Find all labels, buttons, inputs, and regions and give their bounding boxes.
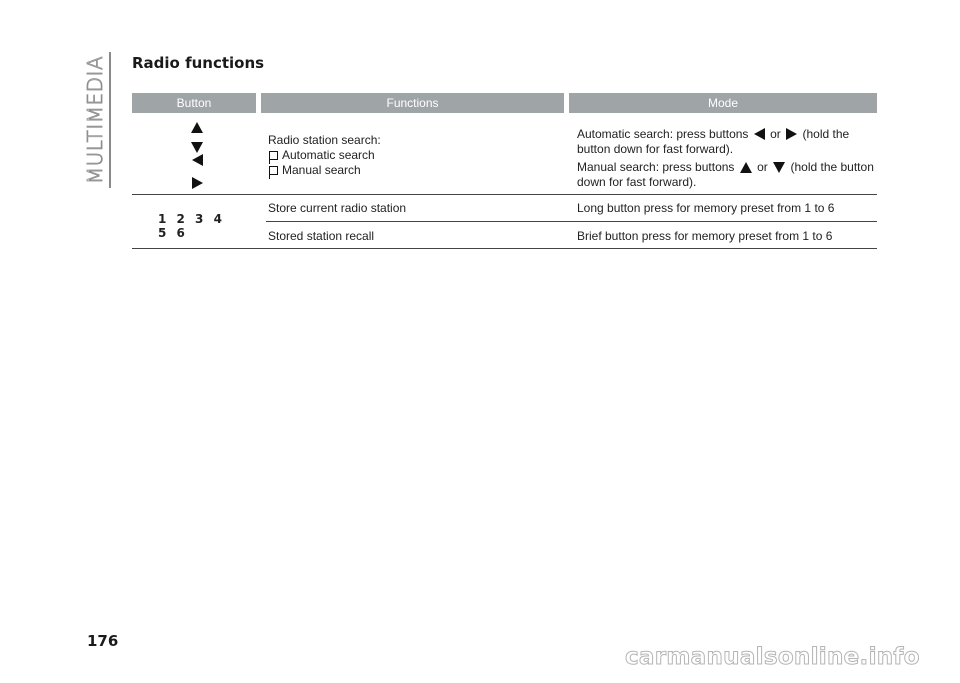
header-functions: Functions	[261, 93, 564, 113]
section-tab-label: MULTIMEDIA	[83, 55, 107, 185]
arrow-left-icon	[754, 128, 765, 140]
row1-button-icons	[185, 122, 209, 192]
arrow-left-icon	[192, 154, 203, 166]
watermark: carmanualsonline.info	[625, 644, 920, 670]
page-number: 176	[87, 632, 119, 650]
row1-functions	[268, 133, 558, 178]
mode-manual: Manual search: press buttons or (hold the button down for fast forward).	[577, 160, 874, 189]
section-tab	[82, 52, 108, 188]
row2-mode: Long button press for memory preset from 1 to 6	[577, 201, 835, 215]
function-title: Radio station search:	[268, 133, 381, 147]
table-bottom-rule	[132, 248, 877, 249]
mode-auto: Automatic search: press buttons or (hold the button down for fast forward).	[577, 127, 850, 156]
arrow-up-icon	[191, 122, 203, 133]
row3-function: Stored station recall	[268, 229, 375, 243]
arrow-down-icon	[191, 142, 203, 153]
arrow-down-icon	[773, 162, 785, 173]
table-header	[132, 93, 877, 113]
row3-mode: Brief button press for memory preset from 1 to 6	[577, 229, 833, 243]
bullet-icon	[269, 166, 278, 175]
row2-function: Store current radio station	[268, 201, 407, 215]
list-item: Automatic search	[268, 148, 558, 163]
row-divider	[132, 194, 877, 195]
row1-mode	[577, 127, 875, 190]
arrow-right-icon	[192, 177, 203, 189]
row-divider	[266, 221, 877, 222]
list-item: Manual search	[268, 163, 558, 178]
page-title: Radio functions	[132, 54, 265, 72]
section-divider	[109, 52, 111, 188]
preset-buttons: 1 2 3 4 5 6	[158, 212, 225, 240]
header-mode: Mode	[569, 93, 877, 113]
header-button: Button	[132, 93, 256, 113]
arrow-right-icon	[786, 128, 797, 140]
arrow-up-icon	[740, 162, 752, 173]
bullet-icon	[269, 151, 278, 160]
